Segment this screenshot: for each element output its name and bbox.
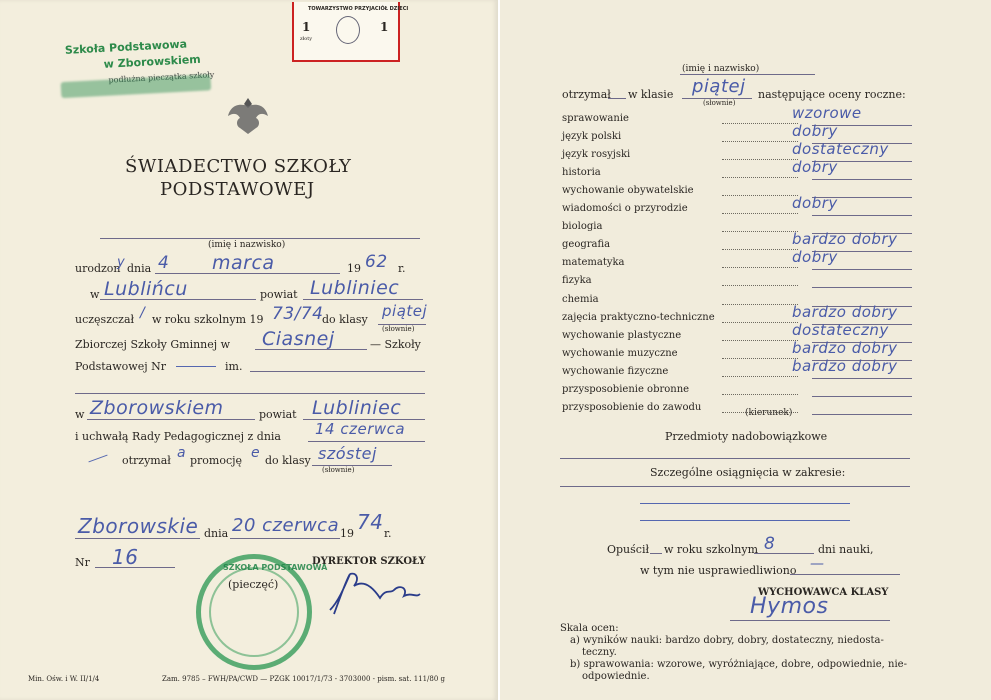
subject-dots — [722, 267, 798, 268]
subject-grade: bardzo dobry — [792, 230, 898, 248]
school-stamp-line2: w Zborowskiem — [103, 52, 202, 71]
subject-dots — [722, 231, 798, 232]
month-hw: marca — [212, 252, 275, 274]
district2-hw: Lubliniec — [312, 397, 402, 419]
subject-grade: bardzo dobry — [792, 339, 898, 357]
subject-dots — [722, 213, 798, 214]
unexcused-label: w tym nie usprawiedliwiono — [640, 564, 797, 577]
extra-line — [560, 458, 910, 459]
subject-row — [500, 122, 991, 149]
year-suffix: r. — [398, 262, 406, 275]
subject-dots — [722, 177, 798, 178]
achievement-line-2 — [640, 503, 850, 504]
in-label-2: w — [75, 408, 85, 421]
round-seal-text: SZKOŁA PODSTAWOWA — [223, 563, 328, 572]
nr-line — [95, 567, 175, 568]
school-town-line — [255, 349, 367, 350]
grades-intro: następujące oceny roczne: — [758, 88, 906, 101]
subject-grade: dostateczny — [792, 321, 889, 339]
dash-school: — Szkoły — [370, 338, 421, 351]
grade-line — [812, 414, 912, 415]
subject-row — [500, 339, 991, 366]
stamp-value-right: 1 — [380, 20, 389, 34]
stamp-ink-smear — [61, 74, 212, 98]
day-hw: 4 — [158, 253, 170, 273]
words-caption-1: (słownie) — [382, 325, 415, 333]
subject-row — [500, 384, 991, 402]
primary-nr-label: Podstawowej Nr — [75, 360, 166, 373]
achievement-line-1 — [560, 486, 910, 487]
school-line-label: Zbiorczej Szkoły Gminnej w — [75, 338, 231, 351]
subject-grade: dobry — [792, 158, 838, 176]
right-class-hw: piątej — [692, 76, 746, 97]
achievement-line-3 — [640, 520, 850, 521]
grade-line — [812, 396, 912, 397]
footer-left: Min. Ośw. i W. II/1/4 — [28, 675, 100, 683]
scale-a: a) wyników nauki: bardzo dobry, dobry, dostateczny, niedosta- — [570, 635, 884, 646]
subject-row — [500, 321, 991, 348]
subject-name: wychowanie fizyczne — [562, 366, 669, 377]
issue-place-line — [75, 538, 200, 539]
promotion-label: promocję — [190, 454, 243, 467]
subject-name: historia — [562, 167, 601, 178]
attended-label: uczęszczał — [75, 313, 135, 326]
subject-grade: bardzo dobry — [792, 303, 898, 321]
nr-label: Nr — [75, 556, 90, 569]
stamp-emblem-icon — [336, 16, 360, 44]
subject-row — [500, 140, 991, 167]
unexcused-hw: — — [810, 556, 825, 572]
extra-subjects: Przedmioty nadobowiązkowe — [665, 430, 828, 443]
teacher-label: WYCHOWAWCA KLASY — [758, 587, 889, 598]
district-label-2: powiat — [259, 408, 297, 421]
subject-dots — [722, 195, 798, 196]
received-dash — [88, 455, 107, 463]
subject-row — [500, 221, 991, 239]
subject-grade: dobry — [792, 194, 838, 212]
received-hw: a — [177, 445, 187, 461]
stamp-org: TOWARZYSTWO PRZYJACIÓŁ DZIECI — [308, 6, 409, 12]
subject-grade: bardzo dobry — [792, 357, 898, 375]
grade-line — [812, 215, 912, 216]
words-caption-2: (słownie) — [322, 466, 355, 474]
subject-name: sprawowanie — [562, 113, 629, 124]
scale-title: Skala ocen: — [560, 623, 619, 634]
subject-name: przysposobienie obronne — [562, 384, 690, 395]
issue-year-prefix: 19 — [340, 527, 354, 540]
right-words-caption: (słownie) — [703, 99, 736, 107]
subject-row — [500, 194, 991, 221]
stamp-value-left: 1 — [302, 20, 311, 34]
subject-name: przysposobienie do zawodu — [562, 402, 702, 413]
subject-row — [500, 230, 991, 257]
grade-line — [812, 287, 912, 288]
scale-b: b) sprawowania: wzorowe, wyróżniające, dobre, odpowiednie, nie- — [570, 659, 907, 670]
subject-row — [500, 104, 991, 131]
school-rect-stamp — [58, 34, 221, 104]
subject-dots — [722, 340, 798, 341]
issue-date-hw: 20 czerwca — [232, 515, 340, 536]
subject-row — [500, 158, 991, 185]
director-label: DYREKTOR SZKOŁY — [312, 556, 426, 567]
subject-dots — [722, 123, 798, 124]
subject-dots — [722, 285, 798, 286]
born-label: urodzon — [75, 262, 121, 275]
school-year-label: w roku szkolnym 19 — [152, 313, 264, 326]
title-line2: PODSTAWOWEJ — [160, 179, 315, 200]
subject-grade: dobry — [792, 248, 838, 266]
direction-caption: (kierunek) — [745, 408, 793, 418]
seal-label: (pieczęć) — [228, 578, 279, 591]
promotion-hw: e — [251, 445, 261, 461]
im-label: im. — [225, 360, 243, 373]
membership-stamp — [292, 2, 409, 62]
im-line — [250, 371, 425, 372]
day-label: dnia — [127, 262, 152, 275]
school-year-hw: 73/74 — [272, 304, 324, 324]
school-stamp-line1: Szkoła Podstawowa — [64, 37, 188, 57]
in-label: w — [90, 288, 100, 301]
subject-name: wiadomości o przyrodzie — [562, 203, 688, 214]
right-received-line — [608, 98, 626, 99]
scale-b2: odpowiednie. — [582, 671, 650, 682]
subject-name: zajęcia praktyczno-techniczne — [562, 312, 715, 323]
issue-date-line — [230, 538, 340, 539]
missed-mid: w roku szkolnym — [664, 543, 759, 556]
subject-name: wychowanie plastyczne — [562, 330, 682, 341]
footer-right: Zam. 9785 – FWH/PA/CWD — PZGK 10017/1/73 - 3703000 - pism. sat. 111/80 g — [162, 675, 446, 683]
subject-name: wychowanie obywatelskie — [562, 185, 694, 196]
council-line — [308, 441, 425, 442]
missed-line-1 — [650, 553, 662, 554]
birthplace-line — [100, 299, 256, 300]
right-class-label: w klasie — [628, 88, 674, 101]
council-date-hw: 14 czerwca — [315, 420, 406, 438]
birthplace-hw: Lublińcu — [104, 278, 188, 300]
district-line — [303, 299, 423, 300]
year-hw: 62 — [365, 252, 388, 272]
title-line1: ŚWIADECTWO SZKOŁY — [125, 156, 352, 177]
subject-row — [500, 357, 991, 384]
received-label: otrzymał — [122, 454, 171, 467]
eagle-emblem-icon — [226, 94, 270, 136]
next-class-hw: szóstej — [318, 444, 377, 463]
stamp-unit: złoty — [300, 36, 313, 42]
subject-row — [500, 303, 991, 330]
issue-year-hw: 74 — [357, 510, 384, 534]
subject-name: chemia — [562, 294, 599, 305]
nr-dash — [176, 366, 216, 367]
right-received-label: otrzymał — [562, 88, 611, 101]
class-hw: piątej — [382, 302, 428, 320]
district-hw: Lubliniec — [310, 277, 400, 299]
grade-line — [812, 179, 912, 180]
subject-dots — [722, 141, 798, 142]
place2-hw: Zborowskiem — [90, 397, 224, 419]
name-caption: (imię i nazwisko) — [208, 240, 286, 250]
council-label: i uchwałą Rady Pedagogicznej z dnia — [75, 430, 281, 443]
subject-name: język rosyjski — [562, 149, 631, 160]
to-class-label: do klasy — [322, 313, 368, 326]
grade-line — [812, 269, 912, 270]
year-prefix: 19 — [347, 262, 361, 275]
scale-a2: teczny. — [582, 647, 617, 658]
name-line — [100, 238, 420, 239]
blank-line — [75, 393, 425, 394]
subject-row — [500, 248, 991, 275]
subject-row — [500, 185, 991, 203]
subject-dots — [722, 322, 798, 323]
subject-dots — [722, 159, 798, 160]
subject-name: geografia — [562, 239, 611, 250]
subject-dots — [722, 358, 798, 359]
place2-line — [87, 419, 255, 420]
subject-name: wychowanie muzyczne — [562, 348, 678, 359]
subject-dots — [722, 304, 798, 305]
attended-suffix-hw: / — [140, 305, 146, 321]
subject-grade: wzorowe — [792, 104, 862, 122]
district-label: powiat — [260, 288, 298, 301]
missed-hw: 8 — [764, 534, 776, 554]
issue-place-hw: Zborowskie — [78, 514, 199, 538]
school-stamp-caption: podłużna pieczątka szkoły — [108, 70, 215, 85]
subject-row — [500, 294, 991, 312]
teacher-line — [730, 620, 890, 621]
subject-name: matematyka — [562, 257, 625, 268]
born-suffix-hw: y — [117, 255, 126, 270]
subject-name: fizyka — [562, 275, 592, 286]
subject-grade: dobry — [792, 122, 838, 140]
school-town-hw: Ciasnej — [262, 328, 335, 350]
round-seal — [196, 554, 328, 670]
subject-name: biologia — [562, 221, 603, 232]
right-name-line — [680, 74, 815, 75]
subject-name: język polski — [562, 131, 622, 142]
missed-label: Opuścił — [607, 543, 650, 556]
missed-line-2 — [754, 553, 814, 554]
unexcused-line — [790, 574, 900, 575]
teacher-signature: Hymos — [750, 594, 829, 619]
subject-dots — [722, 249, 798, 250]
director-signature — [320, 568, 435, 618]
issue-date-label: dnia — [204, 527, 229, 540]
right-name-caption: (imię i nazwisko) — [682, 64, 760, 74]
days-label: dni nauki, — [818, 543, 874, 556]
achievements: Szczególne osiągnięcia w zakresie: — [650, 466, 846, 479]
right-page — [500, 0, 991, 700]
subject-grade: dostateczny — [792, 140, 889, 158]
subject-dots — [722, 376, 798, 377]
nr-hw: 16 — [112, 545, 139, 569]
subject-dots — [722, 394, 798, 395]
issue-year-suffix: r. — [384, 527, 392, 540]
grade-line — [812, 378, 912, 379]
subject-row — [500, 275, 991, 293]
next-class-label: do klasy — [265, 454, 311, 467]
